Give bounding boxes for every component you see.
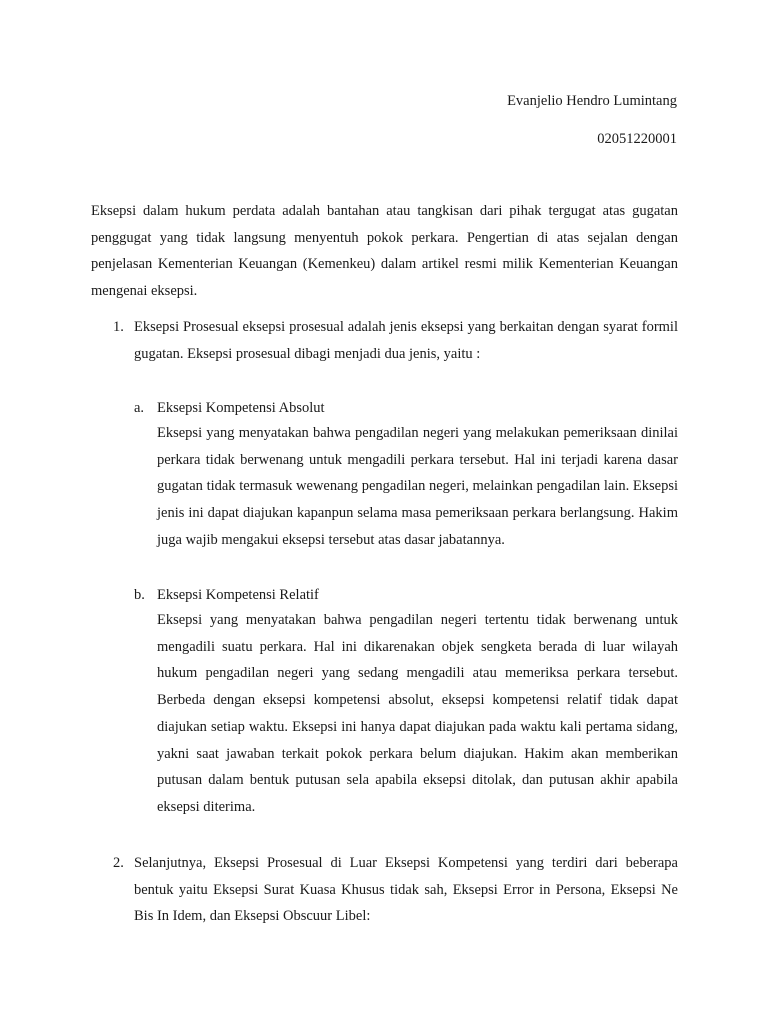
student-id: 02051220001 bbox=[597, 131, 677, 147]
sublist-letter-b: b. bbox=[134, 587, 145, 603]
author-name: Evanjelio Hendro Lumintang bbox=[507, 93, 677, 109]
sublist-text-a: Eksepsi yang menyatakan bahwa pengadilan negeri yang melakukan pemeriksaan dinilai perkara tidak berwenang untuk mengadili perkara tersebut. Hal ini terjadi karena dasar gugatan tidak termasuk wewenang pengadilan negeri, melainkan pengadilan lain. Eksepsi jenis ini dapat diajukan kapanpun selama masa pemeriksaan perkara berlangsung. Hakim juga wajib mengakui eksepsi tersebut atas dasar jabatannya. bbox=[157, 425, 678, 548]
list-number-1: 1. bbox=[113, 319, 124, 335]
sublist-text-b: Eksepsi yang menyatakan bahwa pengadilan negeri tertentu tidak berwenang untuk mengadili suatu perkara. Hal ini dikarenakan objek sengketa berada di luar wilayah hukum pengadilan negeri yang sedang mengadili atau memeriksa perkara tersebut. Berbeda dengan eksepsi kompetensi absolut, eksepsi kompetensi relatif tidak dapat diajukan setiap waktu. Eksepsi ini hanya dapat diajukan pada waktu kali pertama sidang, yakni saat jawaban terkait pokok perkara belum diajukan. Hakim akan memberikan putusan dalam bentuk putusan sela apabila eksepsi ditolak, dan putusan akhir apabila eksepsi diterima. bbox=[157, 612, 678, 815]
list-item-1 bbox=[134, 314, 678, 367]
list-number-2: 2. bbox=[113, 855, 124, 871]
list-item-2: Selanjutnya, Eksepsi Prosesual di Luar Eksepsi Kompetensi yang terdiri dari beberapa bentuk yaitu Eksepsi Surat Kuasa Khusus tidak sah, Eksepsi Error in Persona, Eksepsi Ne Bis In Idem, dan Eksepsi Obscuur Libel: bbox=[134, 855, 678, 925]
intro-paragraph: Eksepsi dalam hukum perdata adalah bantahan atau tangkisan dari pihak tergugat atas gugatan penggugat yang tidak langsung menyentuh pokok perkara. Pengertian di atas sejalan dengan penjelasan Kementerian Keuangan (Kemenkeu) dalam artikel resmi milik Kementerian Keuangan mengenai eksepsi. bbox=[91, 203, 678, 300]
list-item-1-text: eksepsi prosesual adalah jenis eksepsi yang berkaitan dengan syarat formil gugatan. Eksepsi prosesual dibagi menjadi dua jenis, yaitu : bbox=[134, 319, 678, 362]
list-item-1-term: Eksepsi Prosesual bbox=[134, 319, 239, 335]
sublist-letter-a: a. bbox=[134, 400, 145, 416]
sublist-heading-b: Eksepsi Kompetensi Relatif bbox=[157, 587, 319, 603]
sublist-heading-a: Eksepsi Kompetensi Absolut bbox=[157, 400, 325, 416]
